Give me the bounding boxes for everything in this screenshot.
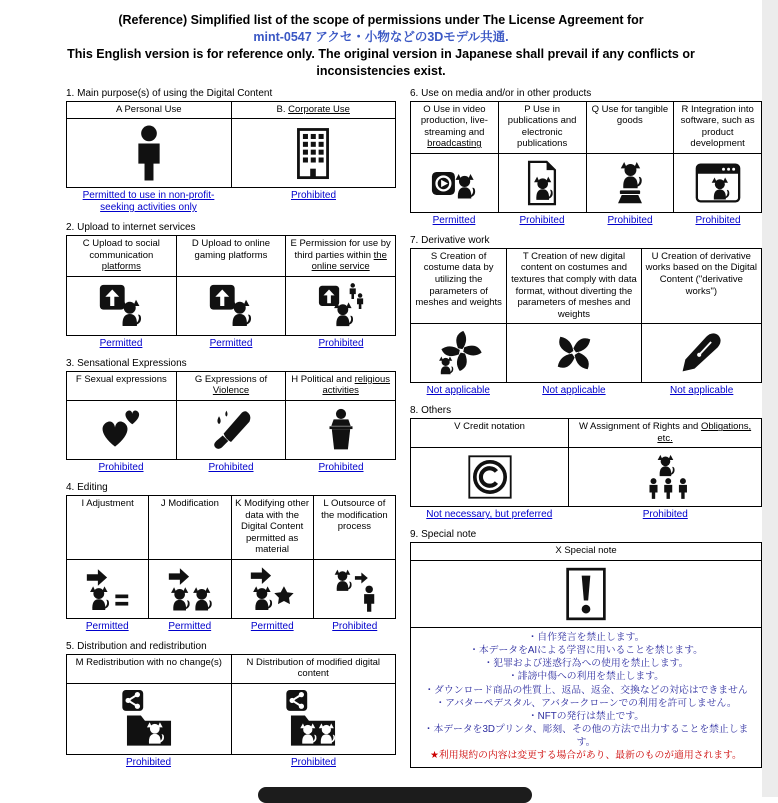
cell-icon-w <box>569 448 762 507</box>
section-title: 6. Use on media and/or in other products <box>410 87 592 99</box>
status-c[interactable]: Permitted <box>99 337 143 349</box>
right-scrollbar-track[interactable] <box>762 0 778 797</box>
cell-label-h: H Political and religious activities <box>286 372 396 401</box>
document-header <box>41 12 721 80</box>
cell-label-b: B. Corporate Use <box>232 102 397 120</box>
religious-activities-link[interactable]: religious activities <box>322 373 391 397</box>
status-i[interactable]: Permitted <box>85 620 129 632</box>
status-m[interactable]: Prohibited <box>125 757 172 769</box>
status-d[interactable]: Permitted <box>209 337 253 349</box>
status-t[interactable]: Not applicable <box>542 385 606 397</box>
cell-icon-i <box>67 560 149 619</box>
software-cat-icon <box>695 160 741 206</box>
video-cat-icon <box>431 160 477 206</box>
special-notes <box>411 628 762 768</box>
knife-icon <box>208 407 254 453</box>
cell-label-j: J Modification <box>149 496 231 560</box>
note-line: ・ダウンロード商品の性質上、返品、返金、交換などの対応はできません <box>424 684 748 696</box>
cell-icon-r <box>674 154 762 213</box>
status-a[interactable]: Permitted to use in non-profit-seeking activities only <box>82 190 215 214</box>
status-v[interactable]: Not necessary, but preferred <box>426 509 553 521</box>
corporate-use-link[interactable]: Corporate Use <box>288 103 350 115</box>
modify-cat-icon <box>167 566 213 612</box>
note-line: ・自作発言を禁止します。 <box>527 632 645 644</box>
figurine-cat-icon <box>607 160 653 206</box>
platforms-link[interactable]: platforms <box>101 261 141 273</box>
status-u[interactable]: Not applicable <box>669 385 734 397</box>
two-column-layout <box>0 88 762 778</box>
upload-cat-icon <box>98 283 144 329</box>
costume-pinwheel-icon <box>436 330 482 376</box>
cell-icon-g <box>177 401 287 460</box>
header-line1: (Reference) Simplified list of the scope of permissions under The License Agreement for <box>118 13 644 27</box>
cell-label-p: P Use in publications and electronic publications <box>499 102 587 154</box>
cell-icon-m <box>67 684 232 755</box>
cell-label-u: U Creation of derivative works based on the Digital Content ("derivative works") <box>642 249 762 324</box>
status-p[interactable]: Prohibited <box>519 214 565 226</box>
hearts-icon <box>98 407 144 453</box>
section-title: 2. Upload to internet services <box>66 222 196 234</box>
exclamation-icon <box>559 567 613 621</box>
cell-label-v: V Credit notation <box>411 419 569 448</box>
obligations-link[interactable]: Obligations, etc. <box>657 421 752 444</box>
upload-thirdparty-icon <box>318 283 364 329</box>
status-w[interactable]: Prohibited <box>642 509 688 521</box>
cell-label-l: L Outsource of the modification process <box>314 496 396 560</box>
cell-icon-l <box>314 560 396 619</box>
note-line: ・本データをAIによる学習に用いることを禁じます。 <box>469 645 703 657</box>
cell-icon-q <box>587 154 675 213</box>
cell-icon-c <box>67 277 177 336</box>
material-cat-icon <box>249 566 295 612</box>
section-derivative-work <box>410 235 762 397</box>
cell-label-c: C Upload to social communication platforms <box>67 236 177 277</box>
cell-icon-a <box>67 119 232 188</box>
note-line-warning: ★利用規約の内容は変更する場合があり、最新のものが適用されます。 <box>430 750 742 762</box>
person-icon <box>121 125 177 181</box>
status-g[interactable]: Prohibited <box>208 461 254 473</box>
section-title: 4. Editing <box>66 481 108 493</box>
cell-label-f: F Sexual expressions <box>67 372 177 401</box>
section-special-note <box>410 529 762 768</box>
cell-icon-f <box>67 401 177 460</box>
cell-label-s: S Creation of costume data by utilizing the parameters of meshes and weights <box>411 249 507 324</box>
cell-label-o: O Use in video production, live-streaming and broadcasting <box>411 102 499 154</box>
status-q[interactable]: Prohibited <box>607 214 653 226</box>
left-column <box>66 88 396 778</box>
status-e[interactable]: Prohibited <box>318 337 364 349</box>
cell-label-g: G Expressions of Violence <box>177 372 287 401</box>
cell-icon-n <box>232 684 397 755</box>
cell-label-a: A Personal Use <box>67 102 232 120</box>
status-l[interactable]: Prohibited <box>332 620 378 632</box>
cell-icon-p <box>499 154 587 213</box>
status-b[interactable]: Prohibited <box>290 190 337 202</box>
note-line: ・誹謗中傷への利用を禁止します。 <box>508 671 664 683</box>
header-disclaimer: This English version is for reference only. The original version in Japanese shall prevail if any conflicts or inconsistencies exist. <box>67 46 695 78</box>
section-title: 9. Special note <box>410 529 477 541</box>
rights-transfer-icon <box>642 454 688 500</box>
status-s[interactable]: Not applicable <box>426 385 490 397</box>
building-icon <box>285 125 341 181</box>
cell-label-q: Q Use for tangible goods <box>587 102 675 154</box>
status-j[interactable]: Permitted <box>168 620 212 632</box>
status-o[interactable]: Permitted <box>432 214 476 226</box>
section-sensational <box>66 358 396 474</box>
section-title: 5. Distribution and redistribution <box>66 640 207 652</box>
cell-icon-k <box>232 560 314 619</box>
podium-icon <box>318 407 364 453</box>
cell-icon-e <box>286 277 396 336</box>
section-main-purpose <box>66 88 396 215</box>
online-service-link[interactable]: the online service <box>311 249 387 273</box>
pen-nib-icon <box>678 330 724 376</box>
cell-icon-x <box>411 561 762 628</box>
note-line: ・犯罪および迷惑行為への使用を禁止します。 <box>483 658 689 670</box>
cell-label-t: T Creation of new digital content on costumes and textures that comply with data format, without diverting the parameters of meshes and weights <box>507 249 641 324</box>
section-title: 8. Others <box>410 405 452 417</box>
cell-icon-u <box>642 324 762 383</box>
section-others <box>410 405 762 521</box>
broadcasting-link[interactable]: broadcasting <box>427 138 482 150</box>
note-line: ・アバターペデスタル、アバタークローンでの利用を許可しません。 <box>435 697 737 709</box>
cell-icon-j <box>149 560 231 619</box>
outsource-icon <box>331 566 377 612</box>
adjust-cat-icon <box>85 566 131 612</box>
cell-label-n: N Distribution of modified digital content <box>232 655 397 684</box>
cell-icon-b <box>232 119 397 188</box>
cell-label-i: I Adjustment <box>67 496 149 560</box>
section-title: 7. Derivative work <box>410 234 490 246</box>
section-editing <box>66 482 396 633</box>
cell-icon-t <box>507 324 641 383</box>
cell-icon-d <box>177 277 287 336</box>
status-r[interactable]: Prohibited <box>695 214 741 226</box>
section-title: 1. Main purpose(s) of using the Digital Content <box>66 87 273 99</box>
note-line: ・本データを3Dプリンタ、彫刻、その他の方法で出力することを禁止します。 <box>423 723 749 749</box>
status-k[interactable]: Permitted <box>250 620 294 632</box>
section-distribution <box>66 641 396 769</box>
status-n[interactable]: Prohibited <box>290 757 337 769</box>
cell-icon-s <box>411 324 507 383</box>
cell-label-d: D Upload to online gaming platforms <box>177 236 287 277</box>
bottom-gesture-bar[interactable] <box>258 787 532 803</box>
copyright-icon <box>467 454 513 500</box>
cell-label-m: M Redistribution with no change(s) <box>67 655 232 684</box>
share-folder-cats-icon <box>284 690 342 748</box>
violence-link[interactable]: Violence <box>212 385 250 397</box>
note-line: ・NFTの発行は禁止です。 <box>527 710 645 722</box>
section-upload <box>66 222 396 350</box>
cell-label-e: E Permission for use by third parties within the online service <box>286 236 396 277</box>
pinwheel-icon <box>551 330 597 376</box>
product-title: mint-0547 アクセ・小物などの3Dモデル共通. <box>253 29 509 44</box>
section-media-products <box>410 88 762 227</box>
cell-label-x: X Special note <box>411 543 762 561</box>
status-h[interactable]: Prohibited <box>318 461 364 473</box>
right-column <box>410 88 762 777</box>
cell-icon-v <box>411 448 569 507</box>
upload-cat-icon <box>208 283 254 329</box>
cell-label-w: W Assignment of Rights and Obligations, etc. <box>569 419 762 448</box>
cell-icon-h <box>286 401 396 460</box>
cell-label-k: K Modifying other data with the Digital Content permitted as material <box>232 496 314 560</box>
share-folder-cat-icon <box>120 690 178 748</box>
publication-cat-icon <box>519 160 565 206</box>
cell-icon-o <box>411 154 499 213</box>
status-f[interactable]: Prohibited <box>98 461 144 473</box>
section-title: 3. Sensational Expressions <box>66 357 187 369</box>
cell-label-r: R Integration into software, such as product development <box>674 102 762 154</box>
